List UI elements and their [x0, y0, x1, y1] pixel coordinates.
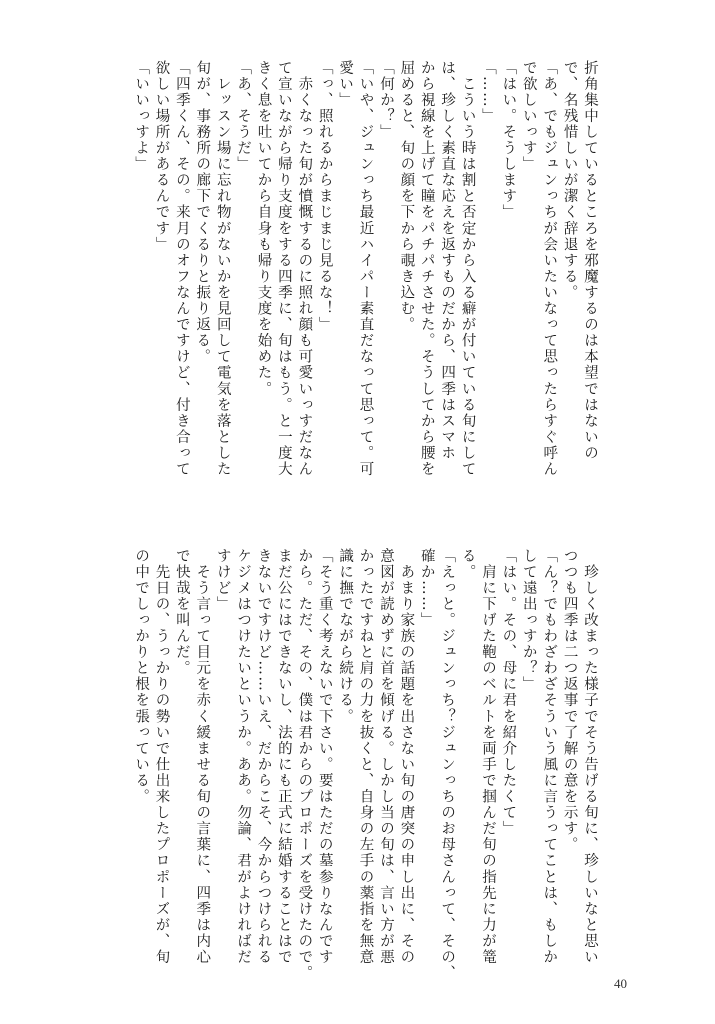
text-line: 旬が、事務所の廊下でくるりと振り返る。: [194, 60, 211, 365]
text-line: 「四季くん、その。来月のオフなんですけど、付き合って: [173, 60, 190, 478]
text-line: 「はい。その、母に君を紹介したくて」: [500, 548, 517, 837]
text-line: 「えっと。ジュンっち？ジュンっちのお母さんって、その、: [439, 548, 456, 982]
text-line: こういう時は割と否定から入る癖が付いている旬にして: [459, 60, 476, 478]
text-line: 折角集中しているところを邪魔するのは本望ではないの: [582, 60, 598, 462]
text-line: つつも四季は二つ返事で了解の意を示す。: [561, 548, 578, 853]
text-column-top: [133, 60, 600, 500]
text-line: 「あ、そうだ」: [235, 60, 252, 173]
text-line: 「そう重く考えないで下さい。要はただの墓参りなんです: [316, 548, 333, 966]
text-line: 珍しく改まった様子でそう告げる旬に、珍しいなと思い: [582, 548, 598, 966]
text-line: 「っ、照れるからまじまじ見るな！」: [316, 60, 333, 333]
text-line: 識に撫でながら続ける。: [337, 548, 354, 725]
text-line: で快哉を叫んだ。: [173, 548, 190, 677]
text-line: 「あ、でもジュンっちが会いたいなって思ったらすぐ呼ん: [541, 60, 558, 478]
text-line: 意図が読めずに首を傾げる。しかし当の旬は、言い方が悪: [377, 548, 394, 966]
text-line: 「ん？でもわざわざそういう風に言うってことは、もしか: [541, 548, 558, 966]
text-line: 赤くなった旬が憤慨するのに照れ顔も可愛いっすだなん: [296, 60, 313, 478]
text-line: そう言って目元を赤く緩ませる旬の言葉に、四季は内心: [194, 548, 211, 966]
text-line: の中でしっかりと根を張っている。: [133, 548, 150, 805]
text-line: る。: [459, 548, 476, 581]
text-line: きく息を吐いてから自身も帰り支度を始めた。: [255, 60, 272, 398]
text-line: 欲しい場所があるんです」: [153, 60, 170, 253]
text-line: すけど」: [214, 548, 231, 613]
text-line: 先日の、うっかりの勢いで仕出来したプロポーズが、旬: [153, 548, 170, 966]
text-line: 屈めると、旬の顔を下から覗き込む。: [398, 60, 415, 333]
text-line: あまり家族の話題を出さない旬の唐突の申し出に、その: [398, 548, 415, 966]
text-line: 「はい。そうします」: [500, 60, 517, 221]
text-line: から視線を上げて瞳をパチパチさせた。そうしてから腰を: [418, 60, 435, 478]
text-line: まだ公にはできないし、法的にも正式に結婚することはで: [275, 548, 292, 966]
text-line: で欲しいっす」: [520, 60, 537, 173]
text-line: きないですけど……いえ、だからこそ、今からつけられる: [255, 548, 272, 966]
text-line: 「いいっすよ」: [133, 60, 150, 173]
text-line: 「……」: [479, 60, 496, 125]
text-line: 「いや、ジュンっち最近ハイパー素直だなって思って。可: [357, 60, 374, 478]
text-line: して遠出っすか？」: [520, 548, 537, 693]
text-line: レッスン場に忘れ物がないかを見回して電気を落とした: [214, 60, 231, 478]
text-line: 確か……」: [418, 548, 435, 629]
text-line: 肩に下げた鞄のベルトを両手で掴んだ旬の指先に力が篭: [479, 548, 496, 966]
text-line: 「何か？」: [377, 60, 394, 141]
text-line: ケジメはつけたいというか。ああ。勿論、君がよければだ: [235, 548, 252, 966]
text-line: かったですねと肩の力を抜くと、自身の左手の薬指を無意: [357, 548, 374, 966]
text-line: から。ただ、その、僕は君からのプロポーズを受けたので。: [296, 548, 313, 982]
text-line: で、名残惜しいが潔く辞退する。: [561, 60, 578, 301]
text-column-bottom: [133, 548, 600, 982]
text-line: 愛い」: [337, 60, 354, 109]
page-number: 40: [614, 976, 627, 991]
text-line: は、珍しく素直な応えを返すものだから、四季はスマホ: [439, 60, 456, 462]
text-line: て宣いながら帰り支度をする四季に、旬はもう。と一度大: [275, 60, 292, 478]
